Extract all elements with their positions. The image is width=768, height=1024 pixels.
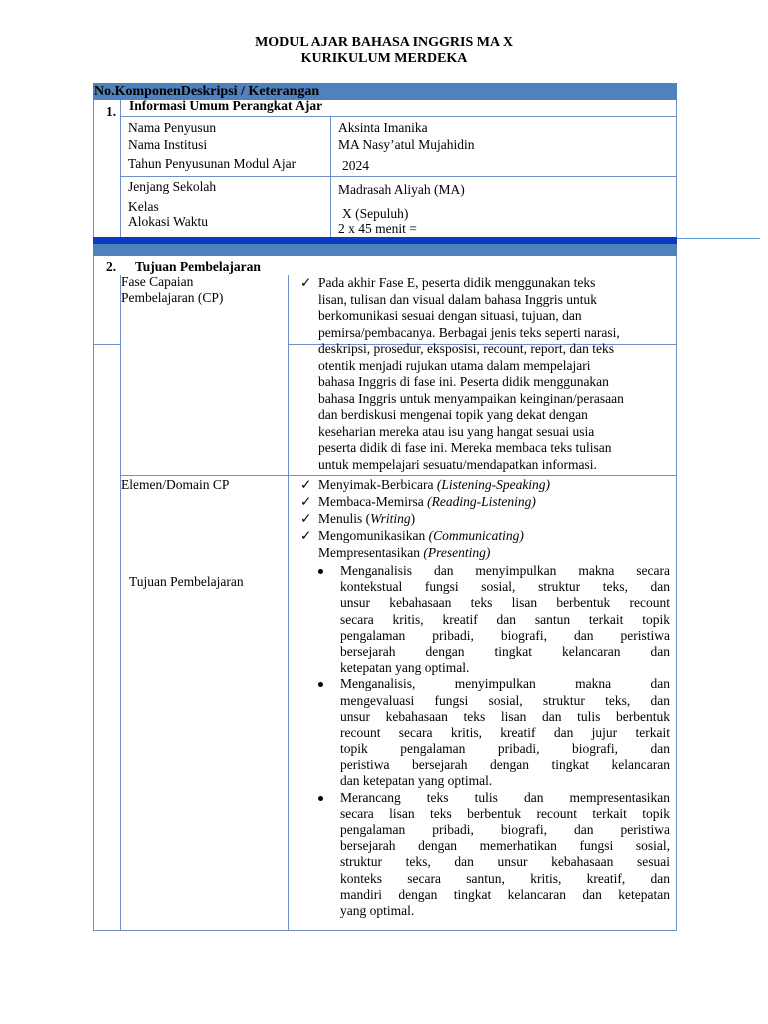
presenting-italic: (Presenting) (423, 545, 491, 560)
grid-line (120, 275, 121, 930)
cp-line: keseharian mereka atau isu yang hangat sesuai usia (318, 423, 595, 439)
grid-line (93, 100, 94, 237)
elemen-list (300, 477, 670, 545)
cp-line: dan berdiskusi mengenai topik yang dekat dengan (318, 407, 588, 422)
cp-line: berkomunikasi sesuai dengan situasi, tujuan, dan (318, 308, 582, 323)
grid-line (93, 344, 121, 345)
tujuan-line: peristiwa bersejarah dengan tingkat kelancaran (340, 757, 670, 773)
grid-line (120, 176, 677, 177)
cp-label-line1: Fase Capaian (121, 274, 194, 289)
elemen-item: ✓ Menyimak-Berbicara (Listening-Speaking) (300, 477, 551, 492)
grid-line (93, 930, 677, 931)
section1-heading: Informasi Umum Perangkat Ajar (129, 98, 323, 113)
tujuan-line: bersejarah dengan memerhatikan fungsi sosial, (340, 838, 670, 854)
cp-line: bahasa Inggris untuk menyampaikan keinginan/perasaan (318, 390, 624, 406)
tujuan-line: dan ketepatan yang optimal. (340, 773, 493, 789)
value-tahun: 2024 (342, 158, 369, 173)
header-no: No. (94, 84, 115, 99)
tujuan-item (340, 790, 670, 920)
label-tahun: Tahun Penyusunan Modul Ajar (128, 156, 297, 171)
elemen-label: Elemen/Domain CP (121, 477, 230, 492)
tujuan-line: yang optimal. (340, 902, 415, 918)
checkmark-icon: ✓ (300, 275, 312, 290)
cp-description (318, 275, 670, 473)
separator-band (93, 244, 677, 256)
tujuan-line: topik pengalaman pribadi, biografi, dan (340, 741, 670, 757)
tujuan-line: konteks secara santun, kritis, kreatif, dan (340, 870, 670, 886)
label-nama-institusi: Nama Institusi (128, 137, 208, 152)
cp-line: deskripsi, prosedur, eksposisi, recount, report, dan teks (318, 341, 615, 356)
grid-line (676, 256, 677, 930)
grid-line (288, 275, 289, 930)
document-subtitle: KURIKULUM MERDEKA (300, 51, 468, 66)
tujuan-line: pengalaman pribadi, biografi, dan peristiwa (340, 822, 670, 837)
cp-line: pemirsa/pembacanya. Berbagai jenis teks seperti narasi, (318, 324, 620, 340)
tujuan-line: kontekstual fungsi sosial, struktur teks, dan (340, 579, 670, 595)
section2-number: 2. (106, 259, 117, 274)
grid-line (93, 256, 94, 930)
label-alokasi: Alokasi Waktu (128, 214, 209, 229)
section1-number: 1. (106, 104, 117, 119)
bullet-icon (318, 569, 323, 574)
value-jenjang: Madrasah Aliyah (MA) (338, 182, 465, 197)
value-alokasi: 2 x 45 menit = (338, 221, 417, 236)
value-nama-institusi: MA Nasy’atul Mujahidin (338, 137, 475, 152)
cp-line: bahasa Inggris di fase ini. Peserta didik menggunakan (318, 374, 609, 389)
tujuan-item (340, 676, 670, 789)
checkmark-icon: ✓ (300, 477, 312, 492)
tujuan-line: mandiri dengan tingkat kelancaran dan ketepatan (340, 886, 670, 902)
elemen-item: ✓ Menulis (Writing) (300, 511, 416, 526)
separator-band (93, 237, 677, 244)
cp-label-line2: Pembelajaran (CP) (121, 290, 224, 305)
label-nama-penyusun: Nama Penyusun (128, 120, 217, 135)
tujuan-item (340, 563, 670, 676)
cp-line: otentik menjadi rujukan utama dalam mempelajari (318, 357, 591, 373)
tujuan-line: bersejarah dengan tingkat kelancaran dan (340, 643, 670, 659)
grid-line (120, 100, 121, 237)
tujuan-line: Menganalisis dan menyimpulkan makna secara (340, 563, 670, 578)
tujuan-line: recount secara kritis, kreatif dan jujur terkait (340, 724, 670, 740)
tujuan-line: pengalaman pribadi, biografi, dan peristiwa (340, 627, 670, 643)
tujuan-line: secara lisan teks berbentuk recount terkait topik (340, 805, 670, 821)
tujuan-line: mengevaluasi fungsi sosial, struktur teks, dan (340, 692, 670, 708)
tujuan-line: ketepatan yang optimal. (340, 660, 470, 676)
tujuan-line: secara kritis, kreatif dan santun terkait topik (340, 611, 670, 627)
cp-line: lisan, tulisan dan visual dalam bahasa Inggris untuk (318, 291, 597, 307)
label-jenjang: Jenjang Sekolah (128, 179, 217, 194)
tujuan-line: Menganalisis, menyimpulkan makna dan (340, 676, 670, 692)
header-deskripsi: Deskripsi / Keterangan (180, 84, 320, 99)
grid-line (330, 116, 331, 237)
elemen-item: ✓ Mengomunikasikan (Communicating) (300, 528, 524, 543)
bullet-icon (318, 796, 323, 801)
header-komponen: Komponen (114, 84, 181, 99)
elemen-item: ✓ Membaca-Memirsa (Reading-Listening) (300, 494, 536, 509)
cp-line: peserta didik di fase ini. Mereka membaca teks tulisan (318, 440, 612, 455)
label-kelas: Kelas (128, 199, 159, 214)
checkmark-icon: ✓ (300, 528, 312, 543)
tujuan-label: Tujuan Pembelajaran (129, 574, 244, 589)
checkmark-icon: ✓ (300, 511, 312, 526)
checkmark-icon: ✓ (300, 494, 312, 509)
cp-line: untuk mempelajari sesuatu/mendapatkan informasi. (318, 456, 597, 472)
grid-line (120, 116, 677, 117)
tujuan-line: Merancang teks tulis dan mempresentasikan (340, 789, 670, 805)
value-kelas: X (Sepuluh) (342, 206, 409, 221)
presenting-text: Mempresentasikan (318, 545, 424, 560)
cp-line: Pada akhir Fase E, peserta didik menggunakan teks (318, 275, 596, 290)
section2-heading: Tujuan Pembelajaran (135, 259, 261, 274)
tujuan-list (340, 563, 670, 919)
bullet-icon (318, 682, 323, 687)
separator-line (677, 238, 760, 239)
tujuan-line: unsur kebahasaan teks lisan dan tulis berbentuk (340, 708, 670, 724)
grid-line (676, 100, 677, 237)
document-title: MODUL AJAR BAHASA INGGRIS MA X (255, 35, 513, 50)
tujuan-line: struktur teks, dan unsur kebahasaan sesuai (340, 854, 670, 870)
tujuan-line: unsur kebahasaan teks lisan berbentuk recount (340, 595, 670, 611)
presenting-item (318, 545, 490, 562)
grid-line (120, 475, 677, 476)
value-nama-penyusun: Aksinta Imanika (338, 120, 428, 135)
